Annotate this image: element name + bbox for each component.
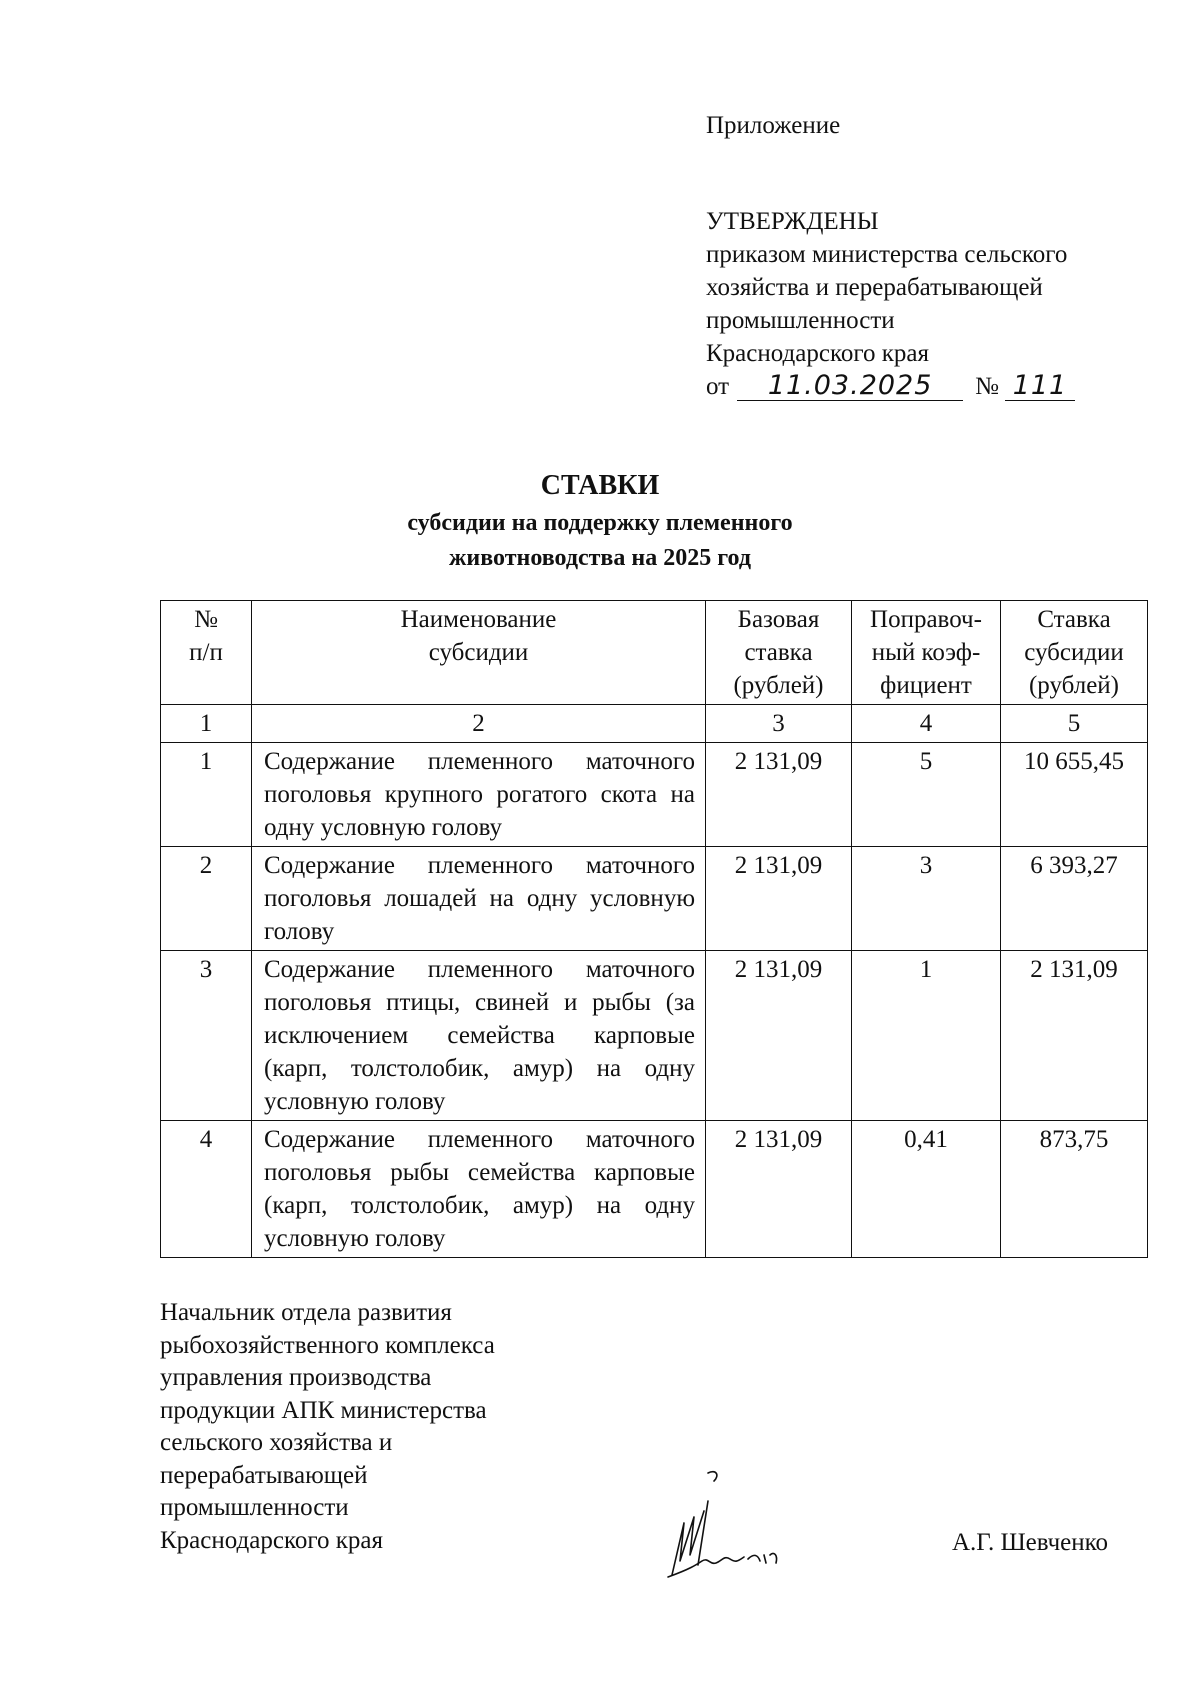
row-base-rate: 2 131,09 — [706, 951, 852, 1121]
title-main: СТАВКИ — [540, 470, 660, 501]
row-subsidy-rate: 6 393,27 — [1001, 847, 1148, 951]
row-subsidy-rate: 2 131,09 — [1001, 951, 1148, 1121]
document-title — [0, 466, 1200, 576]
position-line: промышленности — [160, 1494, 349, 1521]
handwritten-signature — [650, 1465, 800, 1595]
column-number: 2 — [252, 705, 706, 743]
table-header-row — [161, 601, 1148, 705]
table-row — [161, 1121, 1148, 1258]
order-date-number-line — [706, 370, 1075, 403]
order-date-handwritten: 11.03.2025 — [737, 372, 963, 401]
column-number: 4 — [852, 705, 1001, 743]
position-line: сельского хозяйства и — [160, 1429, 393, 1456]
approval-block — [706, 205, 1075, 403]
number-label: № — [975, 373, 999, 400]
row-coefficient: 3 — [852, 847, 1001, 951]
column-number: 1 — [161, 705, 252, 743]
order-line: промышленности — [706, 307, 895, 334]
appendix-label: Приложение — [706, 112, 841, 139]
order-line: Краснодарского края — [706, 340, 929, 367]
row-name: Содержание племенного маточного поголовья лошадей на одну условную голову — [252, 847, 706, 951]
row-num: 2 — [161, 847, 252, 951]
signatory-position — [160, 1297, 495, 1557]
date-prefix: от — [706, 373, 730, 400]
row-base-rate: 2 131,09 — [706, 743, 852, 847]
table-row — [161, 951, 1148, 1121]
row-subsidy-rate: 873,75 — [1001, 1121, 1148, 1258]
row-coefficient: 0,41 — [852, 1121, 1001, 1258]
position-line: продукции АПК министерства — [160, 1396, 487, 1424]
header-base-rate: Базовая ставка (рублей) — [706, 601, 852, 705]
row-base-rate: 2 131,09 — [706, 1121, 852, 1258]
row-name: Содержание племенного маточного поголовья рыбы семейства карповые (карп, толстолобик, амур) на одну условную голову — [252, 1121, 706, 1258]
order-number-handwritten: 111 — [1005, 372, 1075, 401]
header-coefficient: Поправоч- ный коэф- фициент — [852, 601, 1001, 705]
column-number: 3 — [706, 705, 852, 743]
row-name: Содержание племенного маточного поголовья птицы, свиней и рыбы (за исключением семейства карповые (карп, толстолобик, амур) на одну условную голову — [252, 951, 706, 1121]
header-name: Наименование субсидии — [252, 601, 706, 705]
table-row — [161, 743, 1148, 847]
signatory-name: А.Г. Шевченко — [952, 1529, 1109, 1556]
row-coefficient: 5 — [852, 743, 1001, 847]
position-line: рыбохозяйственного комплекса — [160, 1331, 495, 1359]
row-num: 4 — [161, 1121, 252, 1258]
order-line: приказом министерства сельского — [706, 241, 1068, 268]
table-row — [161, 847, 1148, 951]
header-subsidy-rate: Ставка субсидии (рублей) — [1001, 601, 1148, 705]
column-number: 5 — [1001, 705, 1148, 743]
row-base-rate: 2 131,09 — [706, 847, 852, 951]
header-num: № п/п — [161, 601, 252, 705]
row-subsidy-rate: 10 655,45 — [1001, 743, 1148, 847]
row-num: 3 — [161, 951, 252, 1121]
approved-heading: УТВЕРЖДЕНЫ — [706, 208, 879, 235]
subsidy-rates-table — [160, 600, 1148, 1258]
row-name: Содержание племенного маточного поголовья крупного рогатого скота на одну условную голову — [252, 743, 706, 847]
title-subtitle-line: субсидии на поддержку племенного — [407, 510, 793, 536]
order-line: хозяйства и перерабатывающей — [706, 274, 1043, 301]
row-num: 1 — [161, 743, 252, 847]
row-coefficient: 1 — [852, 951, 1001, 1121]
title-subtitle-line: животноводства на 2025 год — [449, 545, 751, 571]
position-line: Начальник отдела развития — [160, 1299, 452, 1326]
position-line: управления производства — [160, 1364, 432, 1391]
position-line: Краснодарского края — [160, 1526, 383, 1554]
position-line: перерабатывающей — [160, 1461, 368, 1489]
column-number-row — [161, 705, 1148, 743]
